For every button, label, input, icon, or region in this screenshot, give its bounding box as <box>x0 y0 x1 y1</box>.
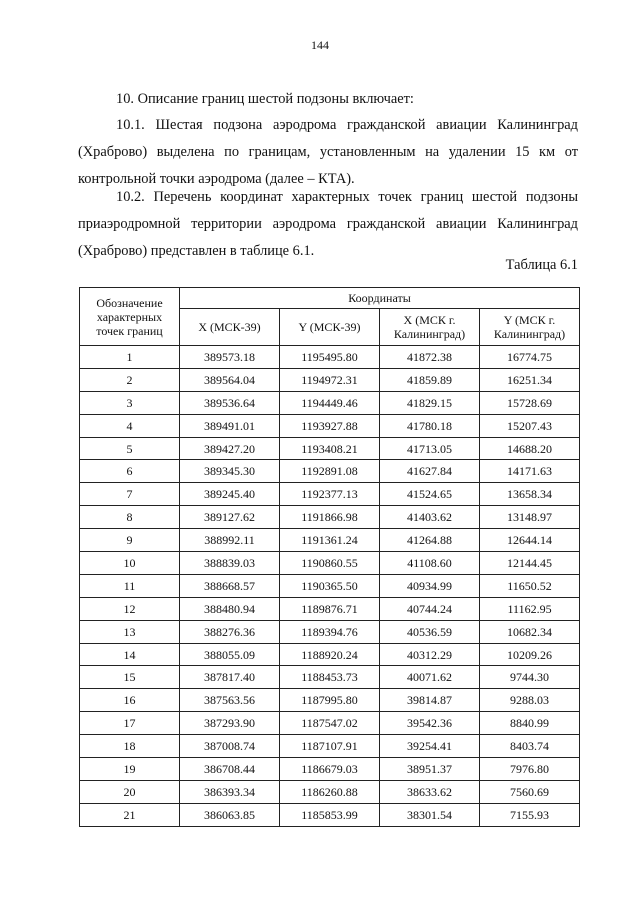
table-row <box>80 529 580 552</box>
coordinates-header: Координаты <box>180 288 580 309</box>
y-kaliningrad-cell: 8403.74 <box>480 735 580 758</box>
point-cell: 15 <box>80 666 180 689</box>
table-row <box>80 780 580 803</box>
y-kaliningrad-cell: 15207.43 <box>480 414 580 437</box>
point-cell: 18 <box>80 735 180 758</box>
point-cell: 4 <box>80 414 180 437</box>
point-cell: 17 <box>80 712 180 735</box>
x-kaliningrad-cell: 41872.38 <box>380 346 480 369</box>
y-kaliningrad-cell: 8840.99 <box>480 712 580 735</box>
x-msk39-cell: 386063.85 <box>180 803 280 826</box>
y-msk39-cell: 1191361.24 <box>280 529 380 552</box>
point-cell: 13 <box>80 620 180 643</box>
y-msk39-cell: 1193408.21 <box>280 437 380 460</box>
x-msk39-cell: 389345.30 <box>180 460 280 483</box>
table-row <box>80 391 580 414</box>
paragraph-10-1-text: 10.1. Шестая подзона аэродрома гражданской авиации Калининград (Храброво) выделена по границам, установленным на удалении 15 км от контрольной точки аэродрома (далее – КТА). <box>78 117 578 187</box>
y-msk39-cell: 1193927.88 <box>280 414 380 437</box>
point-cell: 19 <box>80 758 180 781</box>
x-msk39-cell: 386708.44 <box>180 758 280 781</box>
y-kaliningrad-cell: 14688.20 <box>480 437 580 460</box>
y-kaliningrad-cell: 11650.52 <box>480 574 580 597</box>
point-cell: 1 <box>80 346 180 369</box>
point-cell: 11 <box>80 574 180 597</box>
table-row <box>80 552 580 575</box>
y-kaliningrad-cell: 14171.63 <box>480 460 580 483</box>
table-body <box>80 346 580 827</box>
paragraph-10-2 <box>78 184 578 265</box>
x-kaliningrad-cell: 39254.41 <box>380 735 480 758</box>
x-kaliningrad-header: X (МСК г. Калининград) <box>380 309 480 346</box>
point-cell: 3 <box>80 391 180 414</box>
x-kaliningrad-cell: 41264.88 <box>380 529 480 552</box>
x-kaliningrad-cell: 38633.62 <box>380 780 480 803</box>
x-kaliningrad-cell: 41108.60 <box>380 552 480 575</box>
y-msk39-header: Y (МСК-39) <box>280 309 380 346</box>
y-kaliningrad-cell: 9288.03 <box>480 689 580 712</box>
x-kaliningrad-cell: 41403.62 <box>380 506 480 529</box>
page-number: 144 <box>311 38 329 52</box>
x-kaliningrad-cell: 41829.15 <box>380 391 480 414</box>
y-kaliningrad-cell: 16251.34 <box>480 368 580 391</box>
x-kaliningrad-cell: 41859.89 <box>380 368 480 391</box>
y-msk39-cell: 1190860.55 <box>280 552 380 575</box>
x-msk39-cell: 388668.57 <box>180 574 280 597</box>
y-kaliningrad-cell: 10682.34 <box>480 620 580 643</box>
y-kaliningrad-header: Y (МСК г. Калининград) <box>480 309 580 346</box>
paragraph-10-2-text: 10.2. Перечень координат характерных точек границ шестой подзоны приаэродромной территории аэродрома гражданской авиации Калининград (Храброво) представлен в таблице 6.1. <box>78 189 578 259</box>
x-msk39-cell: 388480.94 <box>180 597 280 620</box>
x-msk39-cell: 388276.36 <box>180 620 280 643</box>
x-kaliningrad-cell: 40536.59 <box>380 620 480 643</box>
x-msk39-cell: 387817.40 <box>180 666 280 689</box>
y-msk39-cell: 1187107.91 <box>280 735 380 758</box>
table-row <box>80 643 580 666</box>
table-caption: Таблица 6.1 <box>505 257 578 273</box>
table-row <box>80 368 580 391</box>
y-kaliningrad-cell: 16774.75 <box>480 346 580 369</box>
x-kaliningrad-cell: 41713.05 <box>380 437 480 460</box>
x-kaliningrad-cell: 38951.37 <box>380 758 480 781</box>
y-kaliningrad-cell: 10209.26 <box>480 643 580 666</box>
x-kaliningrad-cell: 39542.36 <box>380 712 480 735</box>
table-row <box>80 689 580 712</box>
y-kaliningrad-cell: 13658.34 <box>480 483 580 506</box>
point-cell: 20 <box>80 780 180 803</box>
x-msk39-cell: 388839.03 <box>180 552 280 575</box>
y-msk39-cell: 1190365.50 <box>280 574 380 597</box>
y-kaliningrad-cell: 7155.93 <box>480 803 580 826</box>
section-heading-text: 10. Описание границ шестой подзоны включает: <box>116 91 414 107</box>
y-msk39-cell: 1185853.99 <box>280 803 380 826</box>
x-msk39-cell: 389245.40 <box>180 483 280 506</box>
table-row <box>80 483 580 506</box>
point-cell: 21 <box>80 803 180 826</box>
y-msk39-cell: 1186679.03 <box>280 758 380 781</box>
y-msk39-cell: 1194449.46 <box>280 391 380 414</box>
coordinates-table <box>79 287 580 827</box>
point-column-header: Обозначение характерных точек границ <box>80 288 180 346</box>
x-msk39-cell: 389127.62 <box>180 506 280 529</box>
y-msk39-cell: 1195495.80 <box>280 346 380 369</box>
y-kaliningrad-cell: 13148.97 <box>480 506 580 529</box>
point-cell: 6 <box>80 460 180 483</box>
x-msk39-cell: 389564.04 <box>180 368 280 391</box>
y-kaliningrad-cell: 12644.14 <box>480 529 580 552</box>
table-row <box>80 346 580 369</box>
paragraph-10-1 <box>78 112 578 193</box>
x-msk39-cell: 387293.90 <box>180 712 280 735</box>
x-kaliningrad-cell: 40934.99 <box>380 574 480 597</box>
x-kaliningrad-cell: 38301.54 <box>380 803 480 826</box>
y-msk39-cell: 1194972.31 <box>280 368 380 391</box>
table-row <box>80 460 580 483</box>
x-msk39-cell: 389573.18 <box>180 346 280 369</box>
y-msk39-cell: 1189876.71 <box>280 597 380 620</box>
y-msk39-cell: 1186260.88 <box>280 780 380 803</box>
x-msk39-cell: 389536.64 <box>180 391 280 414</box>
x-kaliningrad-cell: 41627.84 <box>380 460 480 483</box>
y-kaliningrad-cell: 12144.45 <box>480 552 580 575</box>
y-msk39-cell: 1187547.02 <box>280 712 380 735</box>
y-msk39-cell: 1188453.73 <box>280 666 380 689</box>
y-msk39-cell: 1189394.76 <box>280 620 380 643</box>
x-kaliningrad-cell: 40071.62 <box>380 666 480 689</box>
x-kaliningrad-cell: 41524.65 <box>380 483 480 506</box>
point-cell: 2 <box>80 368 180 391</box>
table-row <box>80 506 580 529</box>
x-msk39-cell: 388992.11 <box>180 529 280 552</box>
table-row <box>80 620 580 643</box>
table-row <box>80 735 580 758</box>
x-msk39-cell: 387563.56 <box>180 689 280 712</box>
section-heading <box>78 86 578 113</box>
point-cell: 12 <box>80 597 180 620</box>
x-msk39-cell: 388055.09 <box>180 643 280 666</box>
table-row <box>80 414 580 437</box>
y-msk39-cell: 1188920.24 <box>280 643 380 666</box>
point-cell: 8 <box>80 506 180 529</box>
x-kaliningrad-cell: 40312.29 <box>380 643 480 666</box>
point-cell: 10 <box>80 552 180 575</box>
point-cell: 5 <box>80 437 180 460</box>
y-kaliningrad-cell: 9744.30 <box>480 666 580 689</box>
y-msk39-cell: 1191866.98 <box>280 506 380 529</box>
y-msk39-cell: 1187995.80 <box>280 689 380 712</box>
table-row <box>80 574 580 597</box>
table-row <box>80 437 580 460</box>
x-kaliningrad-cell: 40744.24 <box>380 597 480 620</box>
y-msk39-cell: 1192377.13 <box>280 483 380 506</box>
x-msk39-cell: 387008.74 <box>180 735 280 758</box>
x-msk39-cell: 389427.20 <box>180 437 280 460</box>
point-cell: 9 <box>80 529 180 552</box>
y-kaliningrad-cell: 7560.69 <box>480 780 580 803</box>
point-cell: 14 <box>80 643 180 666</box>
point-cell: 7 <box>80 483 180 506</box>
x-msk39-cell: 389491.01 <box>180 414 280 437</box>
point-cell: 16 <box>80 689 180 712</box>
y-kaliningrad-cell: 15728.69 <box>480 391 580 414</box>
y-kaliningrad-cell: 11162.95 <box>480 597 580 620</box>
table-row <box>80 597 580 620</box>
table-row <box>80 803 580 826</box>
x-msk39-header: X (МСК-39) <box>180 309 280 346</box>
x-msk39-cell: 386393.34 <box>180 780 280 803</box>
table-row <box>80 712 580 735</box>
table-row <box>80 666 580 689</box>
x-kaliningrad-cell: 39814.87 <box>380 689 480 712</box>
y-msk39-cell: 1192891.08 <box>280 460 380 483</box>
x-kaliningrad-cell: 41780.18 <box>380 414 480 437</box>
table-row <box>80 758 580 781</box>
y-kaliningrad-cell: 7976.80 <box>480 758 580 781</box>
